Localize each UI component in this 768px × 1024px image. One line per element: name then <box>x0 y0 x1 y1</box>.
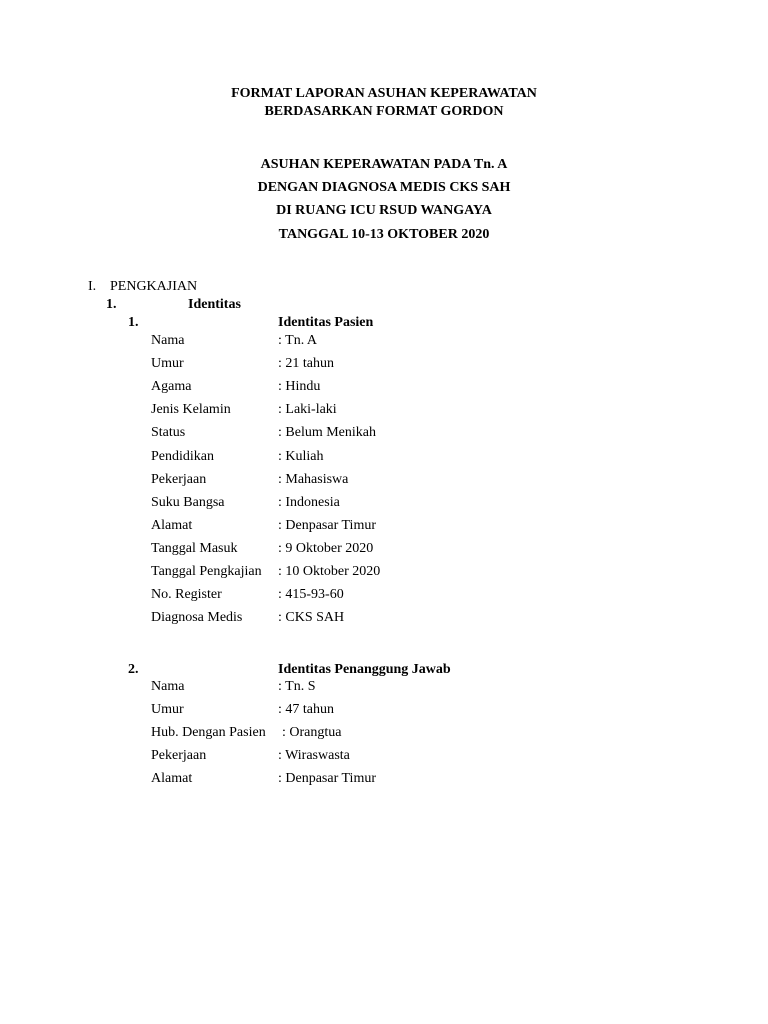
field-value: : Denpasar Timur <box>278 517 376 533</box>
field-value: : Tn. S <box>278 679 316 694</box>
guardian-identity-number: 2. <box>128 662 139 677</box>
list-item <box>0 518 768 538</box>
section-title: PENGKAJIAN <box>110 279 198 294</box>
subsection-title: Identitas <box>188 297 241 312</box>
list-item <box>0 356 768 376</box>
list-item <box>0 379 768 399</box>
field-label: Agama <box>151 379 192 395</box>
subtitle-line-4: TANGGAL 10-13 OKTOBER 2020 <box>278 227 490 242</box>
field-value: : Orangtua <box>282 725 342 741</box>
list-item <box>0 472 768 492</box>
subsection-number: 1. <box>106 297 117 312</box>
field-label: Diagnosa Medis <box>151 610 243 626</box>
section-number: I. <box>88 279 97 294</box>
patient-identity-heading: Identitas Pasien <box>278 315 374 330</box>
list-item <box>0 425 768 445</box>
list-item <box>0 610 768 630</box>
field-label: Hub. Dengan Pasien <box>151 725 266 741</box>
field-label: Nama <box>151 333 185 348</box>
field-value: : Denpasar Timur <box>278 771 376 787</box>
document-title-line-2: BERDASARKAN FORMAT GORDON <box>264 104 504 119</box>
field-value: : CKS SAH <box>278 610 345 626</box>
list-item <box>0 449 768 469</box>
field-value: : 10 Oktober 2020 <box>278 564 381 579</box>
field-value: : Tn. A <box>278 333 318 348</box>
field-label: Nama <box>151 679 185 694</box>
field-value: : 21 tahun <box>278 356 334 372</box>
subtitle-line-2: DENGAN DIAGNOSA MEDIS CKS SAH <box>257 180 511 195</box>
list-item <box>0 725 768 745</box>
field-value: : Indonesia <box>278 494 340 510</box>
field-label: Pendidikan <box>151 448 214 464</box>
list-item <box>0 771 768 791</box>
list-item <box>0 495 768 515</box>
list-item <box>0 748 768 768</box>
field-value: : Kuliah <box>278 448 324 464</box>
field-label: Status <box>151 425 186 441</box>
field-label: No. Register <box>151 587 222 603</box>
field-value: : Hindu <box>278 379 321 395</box>
field-label: Umur <box>151 702 184 718</box>
field-value: : 47 tahun <box>278 702 334 718</box>
field-label: Suku Bangsa <box>151 494 225 510</box>
document-title-line-1: FORMAT LAPORAN ASUHAN KEPERAWATAN <box>231 86 537 101</box>
field-value: : Mahasiswa <box>278 471 349 487</box>
field-label: Tanggal Pengkajian <box>151 564 262 579</box>
field-label: Jenis Kelamin <box>151 402 231 418</box>
field-label: Alamat <box>151 771 193 787</box>
field-value: : Laki-laki <box>278 402 337 418</box>
subtitle-line-3: DI RUANG ICU RSUD WANGAYA <box>276 203 492 218</box>
field-label: Tanggal Masuk <box>151 540 238 556</box>
list-item <box>0 564 768 584</box>
guardian-identity-heading: Identitas Penanggung Jawab <box>278 662 451 677</box>
list-item <box>0 702 768 722</box>
field-value: : 9 Oktober 2020 <box>278 540 374 556</box>
list-item <box>0 541 768 561</box>
field-value: : Belum Menikah <box>278 425 376 441</box>
list-item <box>0 402 768 422</box>
field-value: : 415-93-60 <box>278 587 344 603</box>
list-item <box>0 587 768 607</box>
field-label: Alamat <box>151 517 193 533</box>
field-label: Pekerjaan <box>151 471 207 487</box>
subtitle-line-1: ASUHAN KEPERAWATAN PADA Tn. A <box>260 157 508 172</box>
patient-identity-number: 1. <box>128 315 139 330</box>
field-label: Pekerjaan <box>151 748 207 764</box>
field-value: : Wiraswasta <box>278 748 350 764</box>
list-item <box>0 333 768 353</box>
list-item <box>0 679 768 699</box>
field-label: Umur <box>151 356 184 372</box>
